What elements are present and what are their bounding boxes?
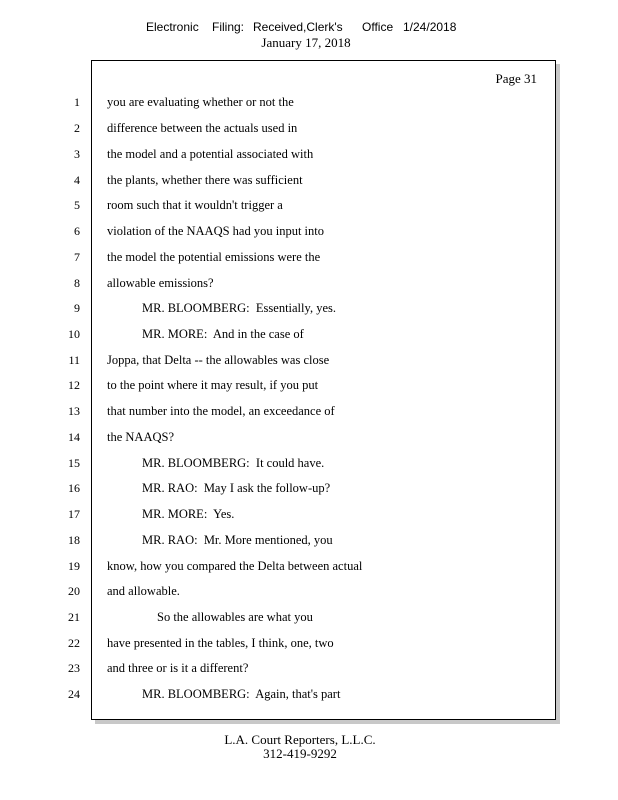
line-text: the model the potential emissions were the [107,250,321,264]
line-text: you are evaluating whether or not the [107,95,294,109]
line-text: difference between the actuals used in [107,121,298,135]
line-number: 15 [68,456,80,470]
line-text: the plants, whether there was sufficient [107,173,303,187]
line-number: 1 [74,95,80,109]
line-text: room such that it wouldn't trigger a [107,198,283,212]
line-number: 7 [74,250,80,264]
electronic-filing-header [0,19,618,35]
line-number: 5 [74,198,80,212]
line-number: 11 [68,353,80,367]
line-number: 9 [74,301,80,315]
line-text: allowable emissions? [107,276,214,290]
filing-date: 1/24/2018 [403,20,457,34]
line-number: 23 [68,661,80,675]
line-text: the model and a potential associated with [107,147,314,161]
line-text: the NAAQS? [107,430,175,444]
line-number: 4 [74,173,80,187]
line-number: 17 [68,507,80,521]
line-text: MR. BLOOMBERG: Again, that's part [142,687,341,701]
filing-label: Filing: [212,20,245,34]
line-text: MR. MORE: Yes. [142,507,235,521]
line-number: 21 [68,610,80,624]
line-number: 22 [68,636,80,650]
filing-received: Received,Clerk's [253,20,343,34]
page-number: Page 31 [495,71,537,86]
line-number: 10 [68,327,80,341]
line-number: 20 [68,584,80,598]
line-number: 6 [74,224,80,238]
line-text: MR. RAO: May I ask the follow-up? [142,481,331,495]
line-text: So the allowables are what you [157,610,313,624]
line-text: and three or is it a different? [107,661,249,675]
filing-electronic: Electronic [146,20,199,34]
line-number: 14 [68,430,80,444]
line-text: that number into the model, an exceedance of [107,404,335,418]
line-number: 18 [68,533,80,547]
line-text: know, how you compared the Delta between actual [107,559,363,573]
line-number: 8 [74,276,80,290]
line-number: 16 [68,481,80,495]
footer-company: L.A. Court Reporters, L.L.C. [224,732,376,747]
line-number: 13 [68,404,80,418]
line-text: MR. MORE: And in the case of [142,327,304,341]
line-number: 12 [68,378,80,392]
line-number: 19 [68,559,80,573]
line-number: 3 [74,147,80,161]
line-number: 24 [68,687,80,701]
line-text: have presented in the tables, I think, one, two [107,636,334,650]
footer-phone: 312-419-9292 [263,746,337,761]
line-text: to the point where it may result, if you put [107,378,319,392]
transcript-date: January 17, 2018 [261,35,351,50]
line-text: violation of the NAAQS had you input into [107,224,324,238]
line-text: and allowable. [107,584,180,598]
line-text: MR. BLOOMBERG: It could have. [142,456,325,470]
filing-office: Office [362,20,394,34]
line-number: 2 [74,121,80,135]
line-text: MR. RAO: Mr. More mentioned, you [142,533,333,547]
line-text: Joppa, that Delta -- the allowables was close [107,353,330,367]
line-text: MR. BLOOMBERG: Essentially, yes. [142,301,336,315]
